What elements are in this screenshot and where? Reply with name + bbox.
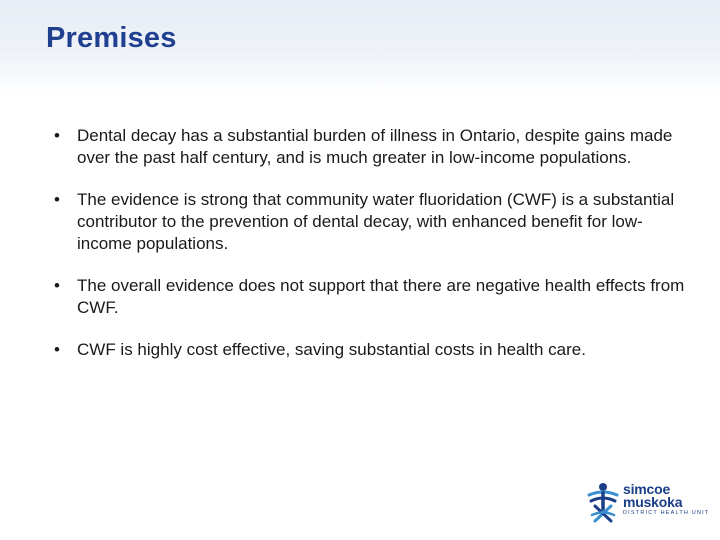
logo-tagline: DISTRICT HEALTH UNIT <box>623 510 710 516</box>
logo-wordmark <box>623 483 709 517</box>
bullet-list <box>46 125 696 381</box>
bullet-item <box>46 339 696 361</box>
bullet-text: The overall evidence does not support that there are negative health effects from CWF. <box>77 276 685 317</box>
bullet-item <box>46 125 696 169</box>
slide-title: Premises <box>46 22 177 54</box>
bullet-item <box>46 275 696 319</box>
logo-line-muskoka: muskoka <box>623 494 683 510</box>
bullet-item <box>46 189 696 255</box>
logo-line-simcoe: simcoe <box>623 481 671 497</box>
bullet-text: Dental decay has a substantial burden of illness in Ontario, despite gains made over the past half century, and is much greater in low-income populations. <box>77 126 673 167</box>
bullet-dot: • <box>54 190 60 209</box>
bullet-text: The evidence is strong that community water fluoridation (CWF) is a substantial contributor to the prevention of dental decay, with enhanced benefit for low-income populations. <box>77 190 675 253</box>
health-unit-figure-icon <box>586 482 620 524</box>
bullet-dot: • <box>54 340 60 359</box>
bullet-text: CWF is highly cost effective, saving substantial costs in health care. <box>77 340 586 359</box>
simcoe-muskoka-logo <box>586 481 710 524</box>
bullet-dot: • <box>54 276 60 295</box>
bullet-dot: • <box>54 126 60 145</box>
